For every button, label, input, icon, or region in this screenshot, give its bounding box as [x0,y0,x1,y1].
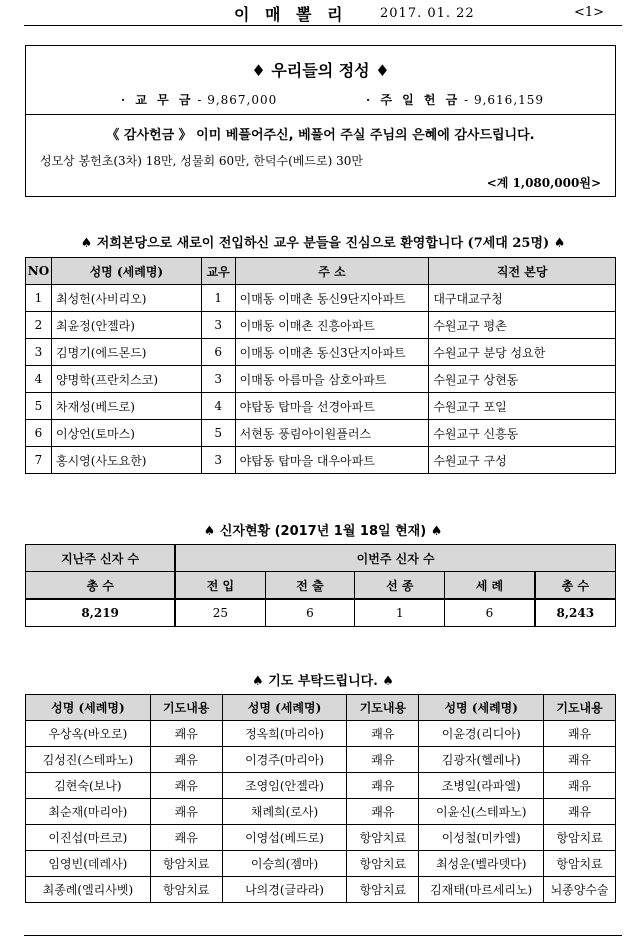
prayer-intention: 항암치료 [347,825,419,851]
table-row [26,825,616,851]
person-name: 최순재(마리아) [26,799,151,825]
offering-total: <계 1,080,000원> [486,176,601,190]
person-name: 조영임(안젤라) [222,773,347,799]
member-count: 6 [201,339,235,366]
member-name: 이상언(토마스) [51,420,201,447]
prayer-intention: 쾌유 [150,721,222,747]
row-number: 1 [26,285,52,312]
person-name: 이진섭(마르코) [26,825,151,851]
member-address: 서현동 풍림아이원플러스 [235,420,429,447]
prayer-intention: 항암치료 [544,825,616,851]
member-count: 3 [201,366,235,393]
prayer-intention: 쾌유 [544,747,616,773]
table-row [26,339,616,366]
member-count: 1 [201,285,235,312]
member-address: 이매동 이매촌 진흥아파트 [235,312,429,339]
prayer-intention: 쾌유 [544,799,616,825]
member-name: 양명학(프란치스코) [51,366,201,393]
table-row [26,721,616,747]
this-week-total: 8,243 [535,599,616,627]
believers-title: ♠ 신자현황 (2017년 1월 18일 현재) ♠ [203,524,443,539]
offering-divider [26,114,615,115]
person-name: 조병일(라파엘) [419,773,544,799]
member-name: 홍시영(사도요한) [51,447,201,474]
column-header: 전 입 [175,572,265,600]
baptism-count: 6 [445,599,535,627]
person-name: 이성철(미카엘) [419,825,544,851]
prayer-intention: 쾌유 [150,799,222,825]
row-number: 2 [26,312,52,339]
row-number: 3 [26,339,52,366]
person-name: 정옥희(마리아) [222,721,347,747]
member-count: 5 [201,420,235,447]
tithe-amount [121,91,277,108]
column-header: 성명 (세례명) [51,258,201,285]
previous-parish: 수원교구 포일 [429,393,616,420]
table-row [26,393,616,420]
prayer-intention: 쾌유 [544,773,616,799]
column-header: 선 종 [355,572,445,600]
prayer-intention: 항암치료 [347,877,419,903]
person-name: 김현숙(보나) [26,773,151,799]
bulletin-title: 이 매 뽈 리 [234,5,348,24]
column-header: 기도내용 [544,695,616,721]
table-row [26,747,616,773]
member-name: 최성헌(사비리오) [51,285,201,312]
person-name: 김광자(헬레나) [419,747,544,773]
column-header: NO [26,258,52,285]
thanks-offering-text: 《 감사헌금 》 이미 베풀어주신, 베풀어 주실 주님의 은혜에 감사드립니다. [106,128,535,143]
member-count: 3 [201,312,235,339]
person-name: 채례희(로사) [222,799,347,825]
sunday-offering-amount [366,91,544,108]
prayer-intention: 쾌유 [347,773,419,799]
prayer-intention: 항암치료 [150,877,222,903]
table-subheader-row [26,572,616,600]
table-row [26,799,616,825]
row-number: 7 [26,447,52,474]
prayer-table [25,694,616,903]
person-name: 임영빈(데레사) [26,851,151,877]
table-row [26,877,616,903]
table-row [26,851,616,877]
table-header-row [26,695,616,721]
person-name: 최종례(엘리사벳) [26,877,151,903]
table-row [26,420,616,447]
previous-parish: 대구대교구청 [429,285,616,312]
column-header: 전 출 [265,572,355,600]
newcomers-title: ♠ 저희본당으로 새로이 전입하신 교우 분들을 진심으로 환영합니다 (7세대 25명) ♠ [80,236,566,251]
prayer-intention: 쾌유 [150,825,222,851]
member-address: 이매동 이매촌 동신3단지아파트 [235,339,429,366]
previous-parish: 수원교구 구성 [429,447,616,474]
prayer-intention: 쾌유 [347,721,419,747]
person-name: 이승희(젬마) [222,851,347,877]
prayer-intention: 쾌유 [347,799,419,825]
table-row [26,366,616,393]
person-name: 이윤신(스테파노) [419,799,544,825]
previous-parish: 수원교구 평촌 [429,312,616,339]
member-name: 차재성(베드로) [51,393,201,420]
table-row [26,447,616,474]
bulletin-date: 2017. 01. 22 [380,6,475,21]
last-week-header: 지난주 신자 수 [26,545,176,572]
row-number: 5 [26,393,52,420]
column-header: 주 소 [235,258,429,285]
tithe-value: - 9,867,000 [197,93,278,107]
table-row [26,285,616,312]
deceased-count: 1 [355,599,445,627]
table-row [26,312,616,339]
person-name: 이영섭(베드로) [222,825,347,851]
offering-box [25,45,616,197]
person-name: 최성운(벨라뎃다) [419,851,544,877]
believers-table [25,544,616,627]
member-count: 3 [201,447,235,474]
moved-in-count: 25 [175,599,265,627]
sunday-offering-value: - 9,616,159 [464,93,545,107]
column-header: 성명 (세례명) [222,695,347,721]
person-name: 우상옥(바오로) [26,721,151,747]
bulletin-header [24,0,622,24]
header-rule [24,25,622,26]
column-header: 성명 (세례명) [419,695,544,721]
table-header-row [26,258,616,285]
member-address: 이매동 이매촌 동신9단지아파트 [235,285,429,312]
prayer-intention: 쾌유 [150,773,222,799]
sunday-offering-label: · 주 일 헌 금 [366,93,461,107]
offering-title: ♦ 우리들의 정성 ♦ [251,61,390,80]
table-row [26,773,616,799]
column-header: 직전 본당 [429,258,616,285]
member-name: 최윤정(안젤라) [51,312,201,339]
previous-parish: 수원교구 상현동 [429,366,616,393]
person-name: 이윤경(리디아) [419,721,544,747]
prayer-intention: 쾌유 [544,721,616,747]
prayer-intention: 항암치료 [347,851,419,877]
person-name: 김성진(스테파노) [26,747,151,773]
prayer-intention: 항암치료 [150,851,222,877]
page-number: <1> [574,5,605,20]
person-name: 김재태(마르세리노) [419,877,544,903]
column-header: 세 례 [445,572,535,600]
table-header-row [26,545,616,572]
prayer-title: ♠ 기도 부탁드립니다. ♠ [252,674,394,689]
tithe-label: · 교 무 금 [121,93,194,107]
footer-rule [24,935,622,936]
moved-out-count: 6 [265,599,355,627]
prayer-intention: 쾌유 [150,747,222,773]
person-name: 이경주(마리아) [222,747,347,773]
last-week-total: 8,219 [26,599,176,627]
table-row [26,599,616,627]
member-address: 야탑동 탑마을 대우아파트 [235,447,429,474]
member-count: 4 [201,393,235,420]
previous-parish: 수원교구 신흥동 [429,420,616,447]
prayer-intention: 뇌종양수술 [544,877,616,903]
last-week-total-header: 총 수 [26,572,176,600]
row-number: 4 [26,366,52,393]
column-header: 기도내용 [150,695,222,721]
prayer-intention: 항암치료 [544,851,616,877]
this-week-total-header: 총 수 [535,572,616,600]
row-number: 6 [26,420,52,447]
prayer-intention: 쾌유 [347,747,419,773]
person-name: 나의경(글라라) [222,877,347,903]
column-header: 교우 [201,258,235,285]
member-name: 김명기(에드몬드) [51,339,201,366]
donor-list: 성모상 봉헌초(3차) 18만, 성물회 60만, 한덕수(베드로) 30만 [40,154,363,168]
member-address: 이매동 아름마을 삼호아파트 [235,366,429,393]
this-week-header: 이번주 신자 수 [175,545,615,572]
newcomers-table [25,257,616,474]
column-header: 성명 (세례명) [26,695,151,721]
member-address: 야탑동 탑마을 선경아파트 [235,393,429,420]
column-header: 기도내용 [347,695,419,721]
previous-parish: 수원교구 분당 성요한 [429,339,616,366]
